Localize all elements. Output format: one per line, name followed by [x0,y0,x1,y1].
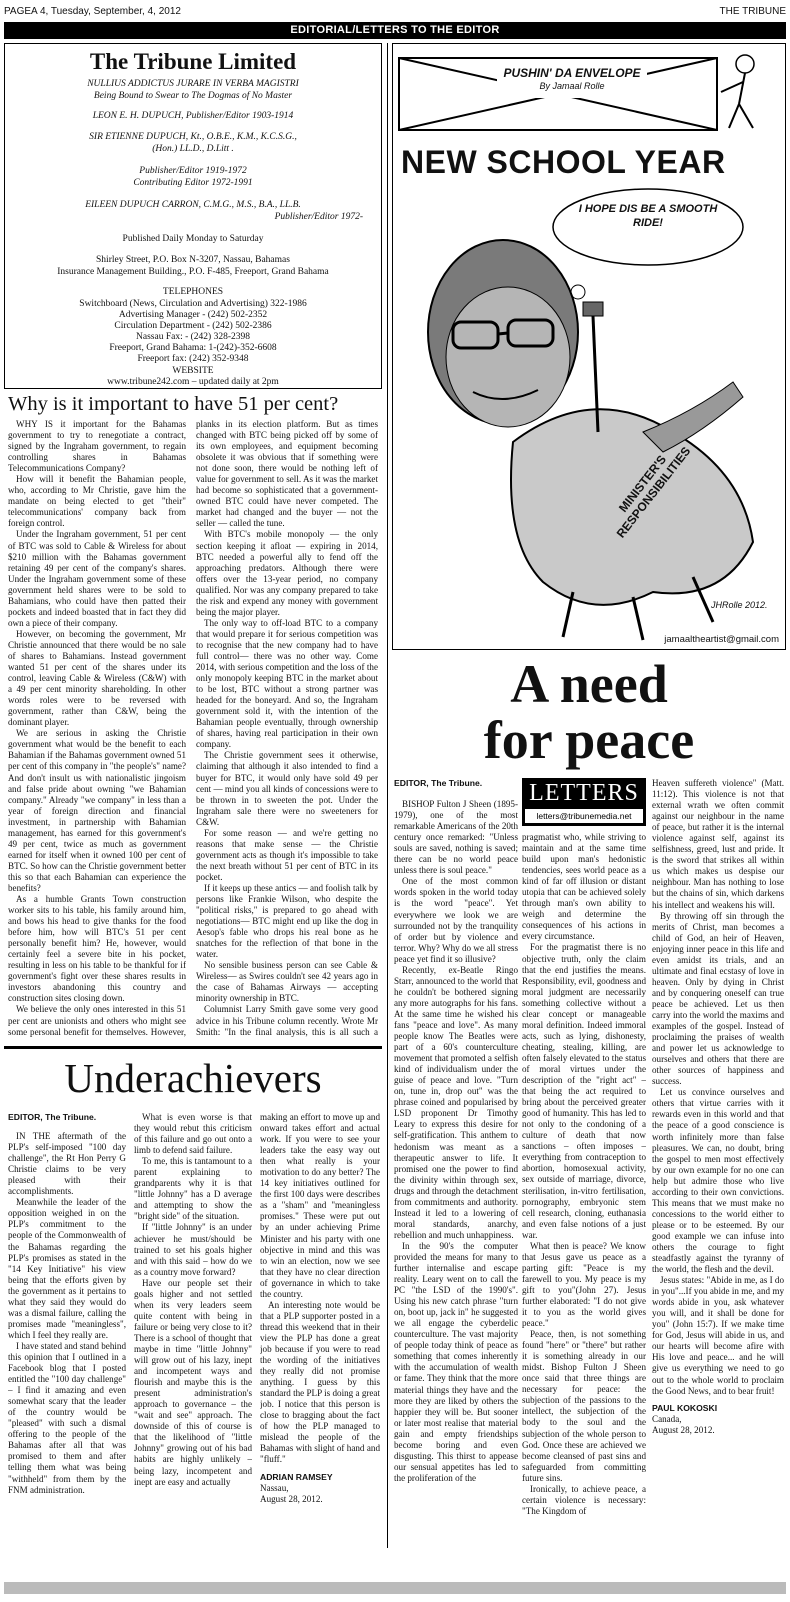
peace-headline-line-1: A need [510,654,668,714]
paragraph: To me, this is tantamount to a parent explaining to grandparents why it is that "little Johnny" has a D average and attempting to show the "bright side" of the situation. [134,1156,252,1222]
masthead-etienne-4: Contributing Editor 1972-1991 [133,178,253,188]
paragraph: For the pragmatist there is no objective truth, only the claim that the end justifies the means. Responsibility, evil, goodness and moral judgment are necessarily something collective without a clear concept or manageable moral definition. Indeed immoral acts, such as lying, dishonesty, cheating, stealing, killing, are often falsely elevated to the status of moral virtues under the description of the "right act" – that being the act required to bring about the perceived greater good of humanity. This has led to not only to the condoning of a culture of death that now sanctions – often imposes – everything from contraception to abortion, homosexual activity, sex outside of marriage, divorce, sterilisation, in-vitro fertilisation, pornography, embryonic stem cell research, cloning, euthanasia and even false notions of a just war. [522,942,646,1240]
page-footer-bar [4,1582,786,1594]
masthead-address-1: Shirley Street, P.O. Box N-3207, Nassau, Bahamas [96,255,290,265]
paragraph: How will it benefit the Bahamian people, who, according to Mr Christie, gave him the mandate on being elected to get "their" telecommunications' company back from foreign control. [8,474,186,529]
folio-right: THE TRIBUNE [719,6,786,17]
cartoon-speech-bubble-text: I HOPE DIS BE A SMOOTH RIDE! [578,203,718,229]
masthead-website: www.tribune242.com – updated daily at 2pm [107,377,279,387]
editorial-column-2 [196,419,378,1039]
underachievers-salutation: EDITOR, The Tribune. [8,1112,97,1122]
masthead-website-title: WEBSITE [172,366,214,376]
masthead-title: The Tribune Limited [89,49,297,74]
paragraph: making an effort to move up and onward takes effort and actual work. If you were to see your leaders take the easy way out then what really is your motivation to do any better? The 14 key initiatives outlined for the first 100 days were describes as a "sham" and "meaningless promises." These were put out by an under achieving Prime Minister and his party with one objective in mind and this was to win an election, now we see that they have no clear direction of governance in which to take the country. [260,1112,380,1299]
masthead-tel-2: Advertising Manager - (242) 502-2352 [118,310,268,320]
peace-salutation: EDITOR, The Tribune. [394,778,483,788]
paragraph: We are serious in asking the Christie government what would be the benefit to each Bahamian if the Bahamas government owned 51 per cent of this company in "the people's" name? And don't insult us with nationalistic jingoism and false pride about owning "we Bahamian company." Already "we company" in less than a year of foreign direction and financial investment, in partnership with Bahamian management, has earned for this government's 49 per cent, twice as much as government earned for itself when it owned 100 per cent of BTC. So how can the Christie government better this so that each Bahamian can experience the benefits? [8,728,186,893]
masthead-eileen-2: Publisher/Editor 1972- [274,212,363,222]
paragraph: With BTC's mobile monopoly — the only section keeping it afloat — expiring in 2014, BTC needed a powerful ally to fend off the approaching predators. Although there were offers over the 13-year period, no company qualified. Nor was any company prepared to take the risk and expend any money with government being the major player. [196,529,378,617]
paragraph: The only way to off-load BTC to a company that would prepare it for serious competition was to recognise that the new company had to have full control— there was no other way. Come 2014, with serious competition and the loss of the only monopoly keeping BTC in the market about to be lost, BTC without a strong partner was headed for the boneyard. And so, the Ingraham government sold it, with the intention of the Bahamian people eventually, through ownership of shares, having real participation in their own company. [196,617,378,750]
masthead [4,43,382,389]
paragraph: Under the Ingraham government, 51 per cent of BTC was sold to Cable & Wireless for about $210 million with the Bahamas government retaining 49 per cent of the company's shares. Under the Ingraham government some of these government held shares were to be sold to Bahamians, who could have then patted their pockets and indeed boasted that in fact they did own a piece of their company. [8,529,186,628]
underachievers-signature-date: August 28, 2012. [260,1493,323,1504]
letters-logo-title: LETTERS [529,780,639,806]
cartoon-email: jamaaltheartist@gmail.com [664,634,779,645]
paragraph: Jesus states: "Abide in me, as I do in you"...If you abide in me, and my words abide in you, ask whatever you will, and it shall be done for you" (John 15:7). If we make time for God, Jesus will abide in us, and our hearts will become afire with His love and peace... and he will give us everything we need to go out to the whole world to proclaim the Good News, and to bear fruit! [652,1275,784,1396]
paragraph: For some reason — and we're getting no reasons that make sense — the Christie government acts as though it's impossible to take the next breath without 51 per cent of BTC in its pocket. [196,827,378,882]
cartoon-signature: JHRolle 2012. [711,600,768,610]
cartoon-bull-label: MINISTER'S RESPONSIBILITIES [613,444,694,541]
paragraph: Recently, ex-Beatle Ringo Starr, announced to the world that he couldn't be bothered signing any more autographs for his fans. At the same time he wished his fans "peace and love". As many people know The Beatles were part of a 60's counterculture movement that promoted a selfish kind of individualism under the guise of peace and love. "Turn on, tune in, drop out" was the phrase coined and popularised by LSD proponent Dr Timothy Leary to express this desire for self-gratification. This anthem to hedonism was meant as a therapeutic answer to life. It promised one the power to find the divinity within through sex, drugs and through the detachment from commitments and authority. Instead it led to a lowering of moral standards, anarchy, rebellion and much unhappiness. [394,964,518,1240]
paragraph: pragmatist who, while striving to maintain and at the same time build upon man's hedonistic tendencies, sees world peace as a kind of far off illusion or distant utopia that can be achieved solely through man's own ability to weigh and determine the consequences of his actions in every circumstance. [522,832,646,942]
masthead-tel-3: Circulation Department - (242) 502-2386 [114,321,272,331]
masthead-etienne: SIR ETIENNE DUPUCH, Kt., O.B.E., K.M., K.C.S.G., [89,132,297,142]
peace-column-1 [394,778,518,1548]
masthead-motto-english: Being Bound to Swear to The Dogmas of No Master [93,91,293,101]
cartoon-series-title: PUSHIN' DA ENVELOPE [503,66,641,80]
masthead-published: Published Daily Monday to Saturday [122,234,264,244]
paragraph: An interesting note would be that a PLP supporter posted in a thread this weekend that in their view the PLP has done a great job because if you were to read the wording of the initiatives they really did not promise anything. I guess by this standard the PLP is doing a great job. I notice that this person is close to bragging about the fact of how the PLP managed to mislead the people of the Bahamas with slight of hand and "fluff." [260,1299,380,1465]
peace-column-3 [652,778,784,1548]
paragraph: IN THE aftermath of the PLP's self-imposed "100 day challenge", the Rt Hon Perry G Christie claims to be very pleased with their accomplishments. [8,1131,126,1197]
underachievers-column-1 [8,1112,126,1548]
underachievers-headline: Underachievers [64,1055,322,1101]
paragraph: What is even worse is that they would rebut this criticism of this failure and go out onto a limb to defend said failure. [134,1112,252,1156]
peace-signature-date: August 28, 2012. [652,1424,715,1435]
section-banner-text: EDITORIAL/LETTERS TO THE EDITOR [290,24,500,36]
letters-logo [522,778,646,826]
paragraph: As a humble Grants Town construction worker sits to his table, his family around him, and bows his head to give thanks for the food before him, how will BTC's 51 per cent personally benefit him? He, however, would certainly feel a severe bite in his pocket, resulting in less on his table to be thankful for if government's fight over these shares results in investors abandoning this country and construction sites closing down. [8,894,186,1004]
paragraph: Let us convince ourselves and others that virtue carries with it rewards even in this world and that the peace of a good conscience is worth infinitely more than false pleasures. We can, no doubt, bring the gospel to men most effectively by our own example for no one can help but admire those who live according to their own convictions. This means that we must make no concessions to the world either to please or to be esteemed. By our good example we can infuse into others the courage to fight steadfastly against the tyranny of the world, the flesh and the devil. [652,1087,784,1275]
editorial-column-1 [8,419,186,1039]
peace-headline-line-2: for peace [483,710,695,770]
folio-left: PAGEA 4, Tuesday, September, 4, 2012 [4,6,181,17]
paragraph: Ironically, to achieve peace, a certain violence is necessary: "The Kingdom of [522,1483,646,1516]
paragraph: The Christie government sees it otherwise, claiming that although it also intended to find a buyer for BTC, it would only have sold 49 per cent — mind you all kinds of concessions were to be thrown in to sweeten the pot. Under the Ingraham sale there were no sweeteners for C&W. [196,750,378,827]
paragraph: Peace, then, is not something found "here" or "there" but rather it is something already in our midst. Bishop Fulton J Sheen once said that three things are necessary for peace: the subjection of the passions to the intellect, the subjection of the body to the soul and the subjection of the whole person to God. Once these are achieved we become cleansed of past sins and safeguarded from committing future sins. [522,1329,646,1483]
paragraph: Meanwhile the leader of the opposition weighed in on the PLP's commitment to the people of the Commonwealth of the Bahamas regarding the PLP's promises as stated in the "14 Key Initiative" his view being that the efforts given by the government as it pertains to what they said they would do was a dismal failure, calling the promises made "meaningless", which I feel they really are. [8,1197,126,1340]
masthead-leon: LEON E. H. DUPUCH, Publisher/Editor 1903-1914 [92,111,294,121]
masthead-telephones-title: TELEPHONES [162,287,224,297]
underachievers-column-2 [134,1112,252,1548]
underachievers-rule [4,1046,382,1049]
masthead-tel-5: Freeport, Grand Bahama: 1-(242)-352-6608 [109,343,277,353]
column-divider [387,43,388,1548]
section-banner [4,22,786,39]
peace-signature-name: PAUL KOKOSKI [652,1402,718,1413]
paragraph: In the 90's the computer provided the means for many to further internalise and escape reality. Leary went on to call the PC "the LSD of the 1990's". Using his new catch phrase "turn on, boot up, jack in" he suggested we all engage the cyberdelic counterculture. The vast majority of people today think of peace as something that comes inherently with the accumulation of wealth or fame. They think that the more material things they have and the more they are liked by others the happier they will be. But sooner or later most realise that material gain and empty friendships become boring and even disgusting. This thirst to appease our sensual appetites has led to the proliferation of the [394,1240,518,1483]
paragraph: No sensible business person can see Cable & Wireless— as Swires couldn't see 42 years ago in the case of Bahamas Airways — accepting minority ownership in BTC. [196,960,378,1004]
paragraph: We believe the only ones interested in this 51 per cent are unionists and others who might see some personal benefit for themselves. However, [8,1004,186,1037]
page-folio [4,6,786,18]
underachievers-column-3 [260,1112,380,1548]
paragraph: If it keeps up these antics — and foolish talk by persons like Frankie Wilson, who despite the "political risks," is prepared to go ahead with negotiations— BTC might end up like the dog in Aesop's fable who drops his real bone as he snatches for the reflection of that bone in the water. [196,882,378,960]
paragraph: However, on becoming the government, Mr Christie announced that there would be no sale of shares to Bahamians. Instead government wanted 51 per cent of the shares under its control, leaving Cable & Wireless (C&W) with a 49 per cent minority shareholding. In other words roles were to be reversed with government, rather than C&W, being the dominant player. [8,628,186,728]
masthead-etienne-2: (Hon.) LL.D., D.Litt . [152,144,234,154]
editorial-headline: Why is it important to have 51 per cent? [8,393,339,415]
paragraph: If "little Johnny" is an under achiever he must/should be trained to set his goals higher and with this said – how do we as a country move forward? [134,1222,252,1277]
underachievers-signature-name: ADRIAN RAMSEY [260,1471,333,1482]
cartoon-drawing [393,182,785,652]
peace-signature-place: Canada, [652,1413,682,1424]
cartoon-panel [392,43,786,650]
paragraph: WHY IS it important for the Bahamas government to try to renegotiate a contract, signed by the Ingraham government, to regain controlling shares in Bahamas Telecommunications Company? [8,419,186,474]
paragraph: Columnist Larry Smith gave some very good advice in his Tribune column recently. Wrote Mr Smith: "In the final analysis, this is all such a [196,1004,378,1037]
paragraph: Heaven suffereth violence" (Matt. 11:12). This violence is not that external wrath we often commit against our neighbour in the name of peace, but rather it is the internal violence against self, against its selfishness, greed, lust and pride. It is the sword that strikes all within us which makes us despise our neighbour. Man has nothing to lose but the chains of sin, which darkens his intellect and weakens his will. [652,778,784,910]
cartoon-byline: By Jamaal Rolle [539,81,605,91]
paragraph: What then is peace? We know that Jesus gave us peace as a parting gift: "Peace is my farewell to you. My peace is my gift to you"(John 27). Jesus further elaborated: "I do not give it to you as the world gives peace." [522,1240,646,1329]
cartoon-headline: NEW SCHOOL YEAR [401,144,726,180]
masthead-eileen: EILEEN DUPUCH CARRON, C.M.G., M.S., B.A., LL.B. [85,200,301,210]
masthead-tel-4: Nassau Fax: - (242) 328-2398 [136,332,250,342]
paragraph: One of the most common words spoken in the world today is the word "peace". Yet everywhere we look we are surrounded not by the tranquility of order but by violence and terror. Why? Why do we all stress peace yet find it so illusive? [394,876,518,964]
letters-logo-email: letters@tribunemedia.net [525,809,643,823]
cartoon-envelope-graphic [393,44,785,144]
masthead-address-2: Insurance Management Building., P.O. F-485, Freeport, Grand Bahama [57,267,329,277]
peace-column-2 [522,832,646,1548]
paragraph: By throwing off sin through the merits of Christ, man becomes a child of God, an heir of Heaven, enjoying inner peace in this life and even amidst its trials, and an ultimate and final ecstasy of love in heaven. Only by dying in Christ and by conquering oneself can true peace be achieved. Let us then carry into the world the maxims and examples of the gospel. Instead of proclaiming the praises of wealth and power let us acknowledge to ourselves and others that there are other sources of happiness and success. [652,910,784,1087]
masthead-etienne-3: Publisher/Editor 1919-1972 [139,166,247,176]
paragraph: I have stated and stand behind this opinion that I outlined in a Facebook blog that I posted entitled the "100 day challenge" – I find it amazing and even somewhat scary that the leader of the country would be "pleased" with such a dismal offering to the people of the Bahamas after all that was promised to them and after telling them what was being "withheld" from them by the FNM administration. [8,1340,126,1495]
masthead-motto-latin: NULLIUS ADDICTUS JURARE IN VERBA MAGISTRI [87,79,299,89]
paragraph: Have our people set their goals higher and not settled when its very leaders seem quite content with being in failure or being very close to it? There is a school of thought that maybe in time "little Johnny" will grow out of his lazy, inept and incompetent ways and flourish and maybe this is the present administration's approach to governance – the "wait and see" approach. The downside of this of course is that the likelihood of "little Johnny" growing out of his bad habits are highly unlikely – being lazy, incompetent and inept are easy and actually [134,1277,252,1487]
masthead-tel-6: Freeport fax: (242) 352-9348 [137,354,249,364]
paragraph: BISHOP Fulton J Sheen (1895-1979), one of the most remarkable Americans of the 20th century once remarked: "Unless souls are saved, nothing is saved; there can be no world peace unless there is soul peace." [394,799,518,876]
underachievers-signature-place: Nassau, [260,1482,289,1493]
masthead-tel-1: Switchboard (News, Circulation and Advertising) 322-1986 [79,299,307,309]
paragraph: planks in its election platform. But as times changed with BTC being picked off by some of its own employees, and equipment becoming obsolete it was obvious that if something were not done soon, there would be nothing left of value for government to sell. As it was the market had become so sophisticated that a government-owned BTC could have never competed. The market had changed and the buyer — not the seller — called the tune. [196,419,378,529]
